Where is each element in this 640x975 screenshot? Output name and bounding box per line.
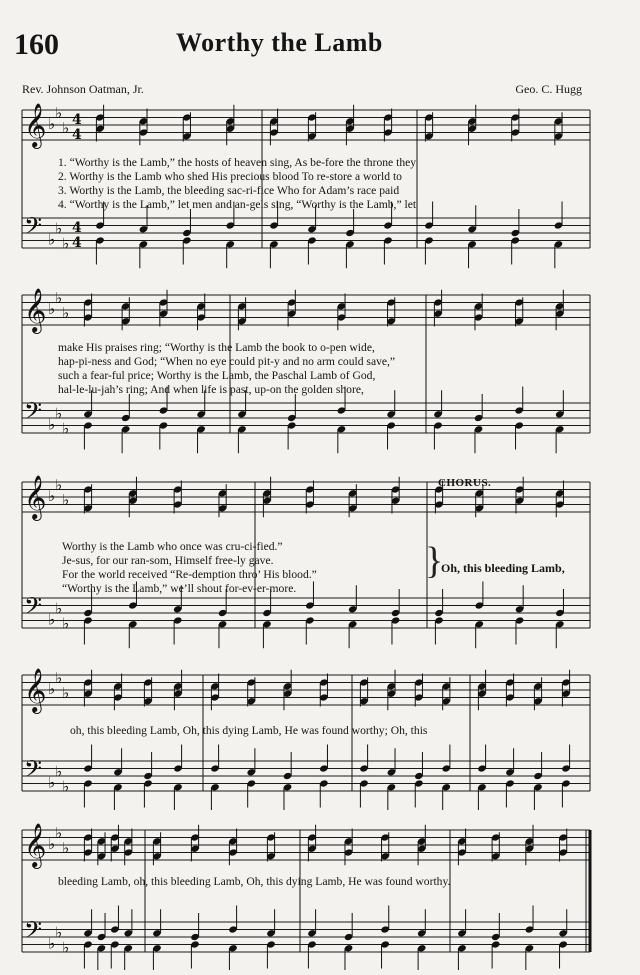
bass-clef-icon: 𝄢 [24,916,43,949]
flat-icon: ♭ [62,838,70,857]
music-system-2 [0,285,640,455]
flat-icon: ♭ [62,683,70,702]
flat-icon: ♭ [62,614,70,633]
bass-staff [22,397,590,437]
music-system-4 [0,665,640,810]
time-signature: 4 [72,112,82,128]
chorus-label: CHORUS. [438,477,492,489]
flat-icon: ♭ [62,303,70,322]
verse-line-1: make His praises ring; “Worthy is the Lamb the book to o-pen wide, [58,341,375,354]
refrain-lyric: Oh, this bleeding Lamb, [441,561,565,575]
flat-icon: ♭ [48,680,56,698]
flat-icon: ♭ [48,773,56,792]
flat-icon: ♭ [55,219,63,238]
music-staff-pair [0,820,640,970]
time-signature: 4 [72,235,82,251]
flat-icon: ♭ [48,300,56,318]
verse-lyrics [58,341,395,397]
flat-icon: ♭ [62,938,70,957]
composer-credit: Geo. C. Hugg [515,82,582,96]
treble-staff [22,668,590,714]
bass-staff [22,212,590,252]
flat-icon: ♭ [55,103,63,122]
bass-clef-icon: 𝄢 [24,592,43,625]
treble-clef-icon: 𝄞 [24,288,47,332]
bass-clef-icon: 𝄢 [24,397,43,430]
verse-brace: } [425,540,444,582]
treble-staff [22,823,590,869]
bass-clef-icon: 𝄢 [24,755,43,788]
flat-icon: ♭ [62,234,70,253]
verse-line-2: 2. Worthy is the Lamb who shed His precious blood To re-store a world to [58,170,402,183]
music-system-1 [0,100,640,270]
treble-staff [22,288,590,334]
verse-line-1: Worthy is the Lamb who once was cru-ci-fied.” [62,540,283,553]
flat-icon: ♭ [48,487,56,505]
treble-clef-icon: 𝄞 [24,668,47,712]
flat-icon: ♭ [48,610,56,629]
verse-line-4: hal-le-lu-jah’s ring; And when life is past, up-on the golden shore, [58,383,364,396]
flat-icon: ♭ [55,475,63,494]
verse-line-3: For the world received “Re-demption thro’ His blood.” [62,568,317,581]
hymn-number: 160 [14,28,59,61]
bass-staff [22,916,590,956]
flat-icon: ♭ [62,419,70,438]
flat-icon: ♭ [48,230,56,249]
bass-staff [22,755,590,795]
verse-line-3: such a fear-ful price; Worthy is the Lamb, the Paschal Lamb of God, [58,369,376,382]
treble-staff [22,103,590,149]
verse-line-4: 4. “Worthy is the Lamb,” let men and an-gels sing, “Worthy is the Lamb,” let [58,198,417,211]
flat-icon: ♭ [55,599,63,618]
flat-icon: ♭ [48,934,56,953]
flat-icon: ♭ [48,415,56,434]
flat-icon: ♭ [62,490,70,509]
flat-icon: ♭ [55,762,63,781]
music-system-5 [0,820,640,970]
chorus-lyric-line: bleeding Lamb, oh, this bleeding Lamb, Oh, this dying Lamb, He was found worthy. [58,875,451,888]
verse-lyrics [58,156,416,212]
time-signature: 4 [72,127,82,143]
music-system-3 [0,470,640,650]
flat-icon: ♭ [55,288,63,307]
verse-lyrics [62,540,317,596]
flat-icon: ♭ [55,668,63,687]
time-signature: 4 [72,220,82,236]
verse-line-4: “Worthy is the Lamb,” we’ll shout for-ev-er-more. [62,582,297,595]
treble-clef-icon: 𝄞 [24,823,47,867]
bass-clef-icon: 𝄢 [24,212,43,245]
flat-icon: ♭ [55,404,63,423]
verse-line-2: Je-sus, for our ran-som, Himself free-ly gave. [62,554,274,567]
flat-icon: ♭ [62,777,70,796]
verse-line-2: hap-pi-ness and God; “When no eye could pit-y and no arm could save,” [58,355,396,368]
author-credit: Rev. Johnson Oatman, Jr. [22,82,144,96]
treble-clef-icon: 𝄞 [24,475,47,519]
flat-icon: ♭ [55,823,63,842]
verse-line-3: 3. Worthy is the Lamb, the bleeding sac-ri-fice Who for Adam’s race paid [58,184,400,197]
chorus-lyric-line: oh, this bleeding Lamb, Oh, this dying Lamb, He was found worthy; Oh, this [70,724,428,737]
verse-line-1: 1. “Worthy is the Lamb,” the hosts of heaven sing, As be-fore the throne they [58,156,417,169]
flat-icon: ♭ [55,923,63,942]
treble-clef-icon: 𝄞 [24,103,47,147]
flat-icon: ♭ [62,118,70,137]
flat-icon: ♭ [48,835,56,853]
flat-icon: ♭ [48,115,56,133]
hymn-title: Worthy the Lamb [176,28,383,57]
